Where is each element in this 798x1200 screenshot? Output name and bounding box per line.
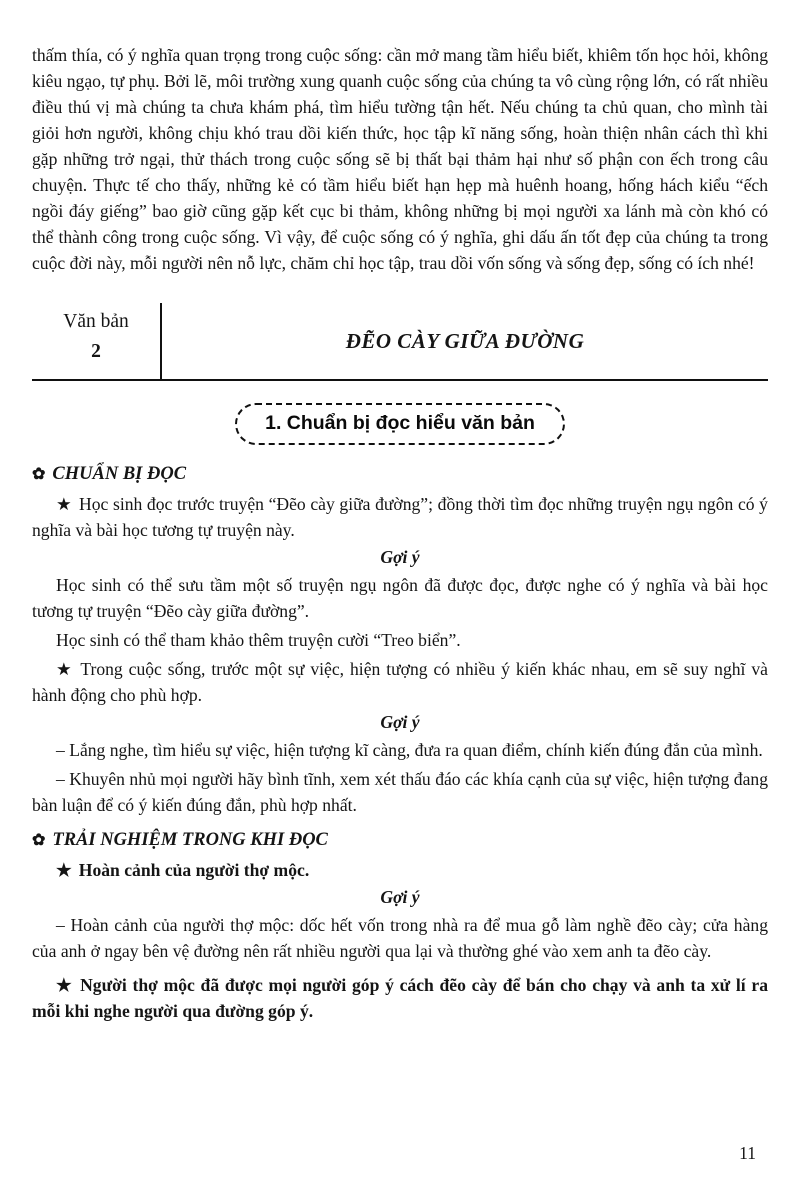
flower-icon: ✿ (32, 466, 46, 483)
star-item (32, 857, 768, 883)
star-bullet-icon: ★ (56, 860, 72, 880)
horizontal-rule (32, 379, 768, 381)
page-number: 11 (739, 1143, 756, 1163)
star-bullet-icon: ★ (56, 494, 73, 514)
section-heading-experience (32, 827, 768, 854)
document-label (32, 303, 160, 379)
section-heading-prep (32, 461, 768, 488)
star-item-text: Người thợ mộc đã được mọi người góp ý cách đẽo cày để bán cho chạy và anh ta xử lí ra mỗi khi nghe người qua đường góp ý. (32, 975, 768, 1021)
star-item (32, 656, 768, 708)
section-badge: 1. Chuẩn bị đọc hiểu văn bản (235, 403, 565, 445)
section-badge-wrap (32, 403, 768, 445)
dash-item: – Hoàn cảnh của người thợ mộc: dốc hết vốn trong nhà ra để mua gỗ làm nghề đẽo cày; cửa hàng của anh ở ngay bên vệ đường nên rất nhiều người qua lại và thường ghé vào xem anh ta đẽo cày. (32, 915, 768, 961)
dash-item: – Khuyên nhủ mọi người hãy bình tĩnh, xem xét thấu đáo các khía cạnh của sự việc, hiện tượng đang bàn luận để có ý kiến đúng đắn, phù hợp nhất. (32, 769, 768, 815)
star-item (32, 491, 768, 543)
section-heading-text: CHUẨN BỊ ĐỌC (52, 464, 187, 484)
star-item (32, 972, 768, 1024)
star-item-text: Học sinh đọc trước truyện “Đẽo cày giữa đường”; đồng thời tìm đọc những truyện ngụ ngôn có ý nghĩa và bài học tương tự truyện này. (32, 494, 768, 540)
intro-paragraph: thấm thía, có ý nghĩa quan trọng trong cuộc sống: cần mở mang tầm hiểu biết, khiêm tốn học hỏi, không kiêu ngạo, tự phụ. Bởi lẽ, môi trường xung quanh cuộc sống của chúng ta vô cùng rộng lớn, có rất nhiều điều thú vị mà chúng ta chưa khám phá, tìm hiểu tường tận hết. Nếu chúng ta chủ quan, cho mình tài giỏi hơn người, không chịu khó trau dồi kiến thức, học tập kĩ năng sống, hoàn thiện nhân cách thì khi gặp những trở ngại, thử thách trong cuộc sống sẽ bị thất bại thảm hại như số phận con ếch trong câu chuyện. Thực tế cho thấy, những kẻ có tầm hiểu biết hạn hẹp mà huênh hoang, hống hách kiểu “ếch ngồi đáy giếng” bao giờ cũng gặp kết cục bi thảm, không những bị mọi người xa lánh mà còn khó có thể thành công trong cuộc sống. Vì vậy, để cuộc sống có ý nghĩa, ghi dấu ấn tốt đẹp của chúng ta trong cuộc đời này, mỗi người nên nỗ lực, chăm chỉ học tập, trau dồi vốn sống và sống đẹp, sống có ích nhé! (32, 45, 768, 273)
section-heading-text: TRẢI NGHIỆM TRONG KHI ĐỌC (52, 830, 328, 850)
star-item-text: Hoàn cảnh của người thợ mộc. (78, 860, 310, 880)
guide-label: Gợi ý (380, 887, 420, 907)
paragraph: Học sinh có thể sưu tầm một số truyện ngụ ngôn đã được đọc, được nghe có ý nghĩa và bài học tương tự truyện “Đẽo cày giữa đường”. (32, 575, 768, 621)
star-bullet-icon: ★ (56, 975, 74, 995)
document-number: 2 (91, 341, 101, 362)
star-bullet-icon: ★ (56, 659, 74, 679)
dash-item: – Lắng nghe, tìm hiểu sự việc, hiện tượng kĩ càng, đưa ra quan điểm, chính kiến đúng đắn của mình. (56, 740, 763, 760)
guide-label: Gợi ý (380, 712, 420, 732)
paragraph: Học sinh có thể tham khảo thêm truyện cười “Treo biển”. (56, 630, 461, 650)
flower-icon: ✿ (32, 832, 46, 849)
star-item-text: Trong cuộc sống, trước một sự việc, hiện tượng có nhiều ý kiến khác nhau, em sẽ suy nghĩ và hành động cho phù hợp. (32, 659, 768, 705)
document-header (32, 303, 768, 379)
guide-label: Gợi ý (380, 547, 420, 567)
document-title: ĐẼO CÀY GIỮA ĐƯỜNG (345, 328, 585, 353)
document-label-text: Văn bản (63, 311, 129, 332)
